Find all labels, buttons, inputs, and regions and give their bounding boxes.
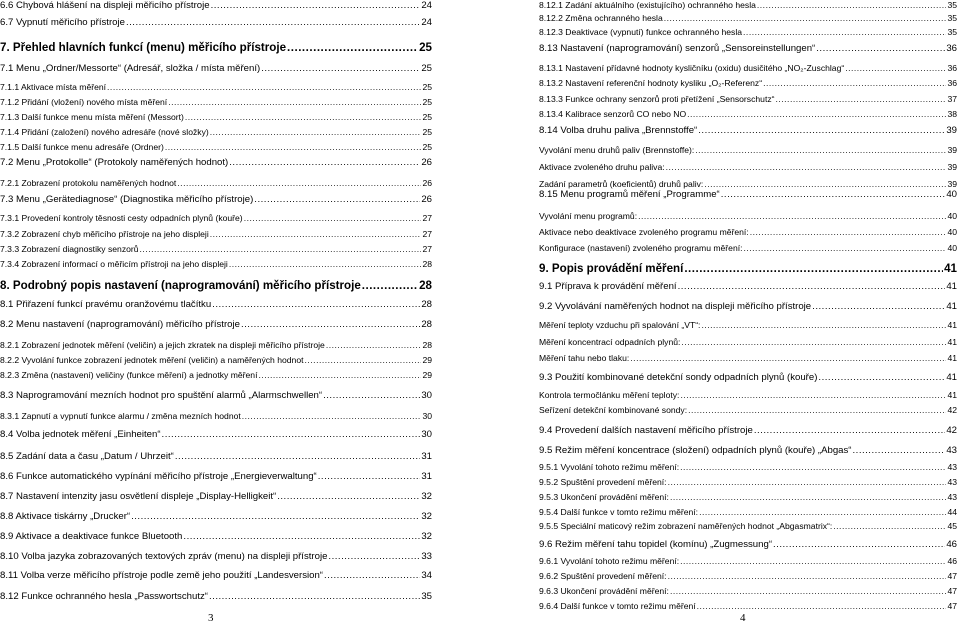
toc-dot-leader bbox=[185, 112, 422, 122]
toc-entry[interactable] bbox=[539, 243, 957, 253]
toc-entry-title: 8.5 Zadání data a času „Datum / Uhrzeit“ bbox=[0, 451, 174, 462]
toc-entry-title: 7.1.3 Další funkce menu místa měření (Messort) bbox=[0, 112, 184, 122]
toc-entry[interactable] bbox=[539, 372, 957, 383]
toc-entry-title: 8.15 Menu programů měření „Programme“ bbox=[539, 189, 720, 200]
toc-entry-page: 28 bbox=[421, 299, 432, 310]
toc-entry-title: 8.7 Nastavení intenzity jasu osvětlení displeje „Display-Helligkeit“ bbox=[0, 491, 277, 502]
toc-entry-title: 8.2.3 Změna (nastavení) veličiny (funkce měření) a jednotky měření bbox=[0, 370, 258, 380]
toc-entry-title: 7.3.4 Zobrazení informací o měřicím přístroji na jeho displeji bbox=[0, 259, 228, 269]
toc-dot-leader bbox=[326, 340, 422, 350]
toc-dot-leader bbox=[816, 43, 945, 54]
toc-entry-title: 7.1.4 Přidání (založení) nového adresáře (nové složky) bbox=[0, 127, 209, 137]
toc-entry-page: 29 bbox=[422, 355, 432, 365]
toc-entry[interactable] bbox=[539, 94, 957, 104]
toc-entry-title: 7.1 Menu „Ordner/Messorte“ (Adresář, složka / místa měření) bbox=[0, 63, 261, 74]
toc-entry-page: 24 bbox=[421, 0, 432, 11]
toc-dot-leader bbox=[763, 78, 946, 88]
toc-dot-leader bbox=[695, 145, 946, 155]
toc-entry[interactable] bbox=[539, 179, 957, 189]
toc-dot-leader bbox=[162, 429, 421, 440]
toc-entry[interactable] bbox=[539, 405, 957, 415]
toc-dot-leader bbox=[699, 507, 946, 517]
toc-entry[interactable] bbox=[539, 301, 957, 312]
toc-dot-leader bbox=[126, 17, 420, 28]
toc-entry-page: 41 bbox=[946, 372, 957, 383]
toc-entry-page: 31 bbox=[421, 471, 432, 482]
toc-entry[interactable] bbox=[539, 262, 957, 275]
toc-entry-title: 8.10 Volba jazyka zobrazovaných textových zpráv (menu) na displeji přístroje bbox=[0, 551, 328, 562]
toc-entry-page: 39 bbox=[946, 125, 957, 136]
toc-entry[interactable] bbox=[0, 319, 432, 330]
toc-entry[interactable] bbox=[539, 353, 957, 363]
toc-entry[interactable] bbox=[0, 279, 432, 292]
toc-entry[interactable] bbox=[539, 78, 957, 88]
toc-dot-leader bbox=[261, 63, 420, 74]
toc-dot-leader bbox=[664, 13, 947, 23]
toc-entry-page: 32 bbox=[421, 531, 432, 542]
toc-entry[interactable] bbox=[0, 491, 432, 502]
toc-entry[interactable] bbox=[0, 340, 432, 350]
toc-entry-page: 30 bbox=[421, 390, 432, 401]
toc-entry-page: 28 bbox=[422, 259, 432, 269]
toc-dot-leader bbox=[666, 162, 947, 172]
toc-dot-leader bbox=[668, 477, 947, 487]
toc-entry[interactable] bbox=[0, 451, 432, 462]
toc-dot-leader bbox=[323, 390, 420, 401]
toc-dot-leader bbox=[670, 586, 946, 596]
toc-entry-title: 6.7 Vypnutí měřicího přístroje bbox=[0, 17, 125, 28]
toc-entry-page: 27 bbox=[422, 244, 432, 254]
toc-dot-leader bbox=[773, 539, 945, 550]
toc-entry-page: 40 bbox=[947, 243, 957, 253]
toc-entry-page: 25 bbox=[422, 142, 432, 152]
toc-entry-page: 27 bbox=[422, 229, 432, 239]
toc-dot-leader bbox=[680, 462, 946, 472]
toc-entry-page: 26 bbox=[421, 157, 432, 168]
toc-entry-page: 47 bbox=[947, 601, 957, 611]
toc-entry-title: 9.6 Režim měření tahu topidel (komínu) „Zugmessung“ bbox=[539, 539, 773, 550]
toc-dot-leader bbox=[211, 0, 421, 11]
toc-entry[interactable] bbox=[0, 17, 432, 28]
toc-entry-title: 9.5.4 Další funkce v tomto režimu měření: bbox=[539, 507, 699, 517]
toc-dot-leader bbox=[140, 244, 422, 254]
toc-dot-leader bbox=[241, 319, 420, 330]
toc-dot-leader bbox=[305, 355, 422, 365]
toc-entry[interactable] bbox=[0, 355, 432, 365]
toc-entry-title: 8.6 Funkce automatického vypínání měřicího přístroje „Energieverwaltung“ bbox=[0, 471, 317, 482]
toc-entry-page: 43 bbox=[946, 445, 957, 456]
toc-entry[interactable] bbox=[0, 570, 432, 581]
toc-dot-leader bbox=[852, 445, 945, 456]
toc-entry[interactable] bbox=[539, 27, 957, 37]
toc-entry-page: 25 bbox=[422, 127, 432, 137]
toc-entry[interactable] bbox=[539, 521, 957, 531]
toc-entry-title: 8.9 Aktivace a deaktivace funkce Bluetooth bbox=[0, 531, 183, 542]
toc-entry-title: Měření teploty vzduchu při spalování „VT“: bbox=[539, 320, 701, 330]
toc-entry-title: 8.13.3 Funkce ochrany senzorů proti přetížení „Sensorschutz“ bbox=[539, 94, 775, 104]
toc-dot-leader bbox=[684, 262, 943, 275]
toc-entry-page: 39 bbox=[947, 179, 957, 189]
toc-entry-page: 44 bbox=[947, 507, 957, 517]
toc-entry-page: 41 bbox=[946, 301, 957, 312]
toc-dot-leader bbox=[680, 556, 946, 566]
toc-dot-leader bbox=[845, 63, 946, 73]
toc-dot-leader bbox=[168, 97, 421, 107]
toc-entry-page: 37 bbox=[947, 94, 957, 104]
toc-entry-title: 8.14 Volba druhu paliva „Brennstoffe“ bbox=[539, 125, 698, 136]
toc-entry-title: 7.3.1 Provedení kontroly těsnosti cesty odpadních plynů (kouře) bbox=[0, 213, 243, 223]
toc-dot-leader bbox=[750, 227, 947, 237]
toc-entry[interactable] bbox=[539, 43, 957, 54]
toc-entry[interactable] bbox=[0, 178, 432, 188]
toc-entry[interactable] bbox=[539, 13, 957, 23]
toc-entry-title: Měření tahu nebo tlaku: bbox=[539, 353, 630, 363]
toc-entry-page: 36 bbox=[947, 63, 957, 73]
toc-dot-leader bbox=[107, 82, 421, 92]
toc-dot-leader bbox=[210, 127, 422, 137]
toc-entry-title: 9.5.5 Speciální maticový režim zobrazení naměřených hodnot „Abgasmatrix“: bbox=[539, 521, 833, 531]
toc-entry-page: 31 bbox=[421, 451, 432, 462]
toc-dot-leader bbox=[704, 179, 946, 189]
toc-entry-title: Aktivace zvoleného druhu paliva: bbox=[539, 162, 665, 172]
toc-entry-page: 47 bbox=[947, 571, 957, 581]
toc-dot-leader bbox=[638, 211, 946, 221]
toc-entry[interactable] bbox=[0, 390, 432, 401]
toc-entry[interactable] bbox=[0, 511, 432, 522]
toc-entry-page: 25 bbox=[422, 97, 432, 107]
toc-dot-leader bbox=[701, 320, 946, 330]
toc-entry-title: Zadání parametrů (koeficientů) druhů paliv: bbox=[539, 179, 704, 189]
toc-entry-page: 34 bbox=[421, 570, 432, 581]
toc-entry-title: 8.3 Naprogramování mezních hodnot pro spuštění alarmů „Alarmschwellen“ bbox=[0, 390, 323, 401]
toc-entry-page: 36 bbox=[946, 43, 957, 54]
toc-entry-page: 41 bbox=[947, 353, 957, 363]
toc-entry[interactable] bbox=[539, 390, 957, 400]
toc-dot-leader bbox=[668, 571, 947, 581]
toc-entry[interactable] bbox=[539, 462, 957, 472]
toc-entry-page: 46 bbox=[946, 539, 957, 550]
toc-dot-leader bbox=[681, 337, 946, 347]
toc-entry-title: 8. Podrobný popis nastavení (naprogramování) měřicího přístroje bbox=[0, 279, 361, 292]
toc-entry-title: 8.2 Menu nastavení (naprogramování) měřicího přístroje bbox=[0, 319, 240, 330]
toc-entry-page: 30 bbox=[421, 429, 432, 440]
toc-dot-leader bbox=[678, 281, 946, 292]
toc-entry-title: 9.5.2 Spuštění provedení měření: bbox=[539, 477, 667, 487]
toc-entry-page: 29 bbox=[422, 370, 432, 380]
toc-entry-page: 42 bbox=[946, 425, 957, 436]
toc-entry-title: 8.13.2 Nastavení referenční hodnoty kysliku „O₂-Referenz“ bbox=[539, 78, 763, 88]
toc-entry-page: 43 bbox=[947, 477, 957, 487]
toc-entry[interactable] bbox=[0, 471, 432, 482]
toc-dot-leader bbox=[833, 521, 946, 531]
toc-entry[interactable] bbox=[539, 125, 957, 136]
toc-entry[interactable] bbox=[0, 82, 432, 92]
toc-entry-page: 47 bbox=[947, 586, 957, 596]
toc-entry[interactable] bbox=[539, 0, 957, 10]
toc-entry[interactable] bbox=[0, 370, 432, 380]
toc-dot-leader bbox=[328, 551, 420, 562]
toc-entry-title: 7.3.3 Zobrazení diagnostiky senzorů bbox=[0, 244, 139, 254]
toc-entry-page: 36 bbox=[947, 78, 957, 88]
toc-dot-leader bbox=[688, 405, 946, 415]
toc-entry[interactable] bbox=[0, 127, 432, 137]
toc-entry-page: 32 bbox=[421, 491, 432, 502]
toc-dot-leader bbox=[721, 189, 946, 200]
toc-dot-leader bbox=[254, 194, 420, 205]
toc-entry-page: 40 bbox=[947, 227, 957, 237]
toc-entry-title: 7.2 Menu „Protokolle“ (Protokoly naměřených hodnot) bbox=[0, 157, 229, 168]
toc-dot-leader bbox=[324, 570, 420, 581]
toc-entry-title: 9.1 Příprava k provádění měření bbox=[539, 281, 677, 292]
toc-entry[interactable] bbox=[0, 213, 432, 223]
toc-entry[interactable] bbox=[539, 189, 957, 200]
toc-entry[interactable] bbox=[0, 112, 432, 122]
page-number-right: 4 bbox=[740, 612, 746, 624]
toc-entry-title: 9. Popis provádění měření bbox=[539, 262, 684, 275]
toc-dot-leader bbox=[630, 353, 946, 363]
toc-entry-title: 7.3 Menu „Gerätediagnose“ (Diagnostika měřicího přístroje) bbox=[0, 194, 254, 205]
toc-entry[interactable] bbox=[539, 162, 957, 172]
toc-dot-leader bbox=[165, 142, 422, 152]
toc-entry[interactable] bbox=[539, 507, 957, 517]
toc-dot-leader bbox=[277, 491, 420, 502]
toc-entry[interactable] bbox=[539, 445, 957, 456]
toc-entry-page: 26 bbox=[422, 178, 432, 188]
toc-dot-leader bbox=[183, 531, 420, 542]
toc-entry[interactable] bbox=[539, 556, 957, 566]
toc-dot-leader bbox=[175, 451, 420, 462]
toc-entry-title: 8.13.1 Nastavení přídavné hodnoty kysličníku (oxidu) dusičitého „NO₂-Zuschlag“ bbox=[539, 63, 845, 73]
toc-entry-title: 8.13 Nastavení (naprogramování) senzorů „Sensoreinstellungen“ bbox=[539, 43, 816, 54]
toc-entry-title: Vyvolání menu programů: bbox=[539, 211, 638, 221]
toc-entry[interactable] bbox=[539, 477, 957, 487]
toc-dot-leader bbox=[698, 125, 945, 136]
toc-entry-page: 26 bbox=[421, 194, 432, 205]
toc-dot-leader bbox=[776, 94, 947, 104]
toc-entry-page: 39 bbox=[947, 162, 957, 172]
toc-dot-leader bbox=[697, 601, 947, 611]
toc-entry-title: 8.12.2 Změna ochranného hesla bbox=[539, 13, 663, 23]
toc-entry-page: 42 bbox=[947, 405, 957, 415]
toc-entry[interactable] bbox=[0, 97, 432, 107]
toc-entry[interactable] bbox=[539, 281, 957, 292]
toc-dot-leader bbox=[680, 390, 946, 400]
toc-entry-title: 8.1 Přiřazení funkcí pravému oranžovému tlačítku bbox=[0, 299, 212, 310]
toc-entry-title: 9.5.1 Vyvolání tohoto režimu měření: bbox=[539, 462, 680, 472]
toc-entry-title: 7.1.5 Další funkce menu adresáře (Ordner) bbox=[0, 142, 164, 152]
toc-entry-page: 28 bbox=[422, 340, 432, 350]
toc-entry-page: 41 bbox=[944, 262, 957, 275]
toc-entry[interactable] bbox=[0, 142, 432, 152]
toc-entry-page: 35 bbox=[947, 27, 957, 37]
toc-entry[interactable] bbox=[0, 259, 432, 269]
toc-dot-leader bbox=[244, 213, 422, 223]
toc-entry-title: Konfigurace (nastavení) zvoleného programu měření: bbox=[539, 243, 743, 253]
toc-entry-title: 8.4 Volba jednotek měření „Einheiten“ bbox=[0, 429, 161, 440]
toc-entry-title: 7.1.1 Aktivace místa měření bbox=[0, 82, 107, 92]
toc-entry[interactable] bbox=[539, 601, 957, 611]
toc-dot-leader bbox=[210, 229, 422, 239]
toc-entry-title: 9.6.1 Vyvolání tohoto režimu měření: bbox=[539, 556, 680, 566]
toc-dot-leader bbox=[287, 41, 418, 54]
toc-entry-page: 28 bbox=[419, 279, 432, 292]
toc-entry[interactable] bbox=[539, 571, 957, 581]
toc-entry-page: 41 bbox=[947, 337, 957, 347]
toc-entry-title: 9.6.2 Spuštění provedení měření: bbox=[539, 571, 667, 581]
toc-entry-page: 28 bbox=[421, 319, 432, 330]
toc-entry[interactable] bbox=[539, 109, 957, 119]
toc-entry-title: 8.12.3 Deaktivace (vypnutí) funkce ochranného hesla bbox=[539, 27, 743, 37]
toc-entry-page: 25 bbox=[422, 82, 432, 92]
toc-entry-title: 8.11 Volba verze měřicího přístroje podle země jeho použití „Landesversion“ bbox=[0, 570, 323, 581]
toc-entry-title: 9.4 Provedení dalších nastavení měřicího přístroje bbox=[539, 425, 753, 436]
toc-entry-title: 8.12.1 Zadání aktuálního (existujícího) ochranného hesla bbox=[539, 0, 756, 10]
toc-entry-page: 33 bbox=[421, 551, 432, 562]
toc-dot-leader bbox=[229, 157, 420, 168]
toc-entry-page: 24 bbox=[421, 17, 432, 28]
toc-entry[interactable] bbox=[539, 492, 957, 502]
page-number-left: 3 bbox=[208, 612, 214, 624]
toc-entry[interactable] bbox=[539, 320, 957, 330]
toc-dot-leader bbox=[258, 370, 421, 380]
toc-entry[interactable] bbox=[539, 539, 957, 550]
toc-entry[interactable] bbox=[539, 586, 957, 596]
toc-entry[interactable] bbox=[539, 337, 957, 347]
toc-entry-page: 25 bbox=[421, 63, 432, 74]
toc-entry-page: 25 bbox=[419, 41, 432, 54]
toc-entry[interactable] bbox=[0, 429, 432, 440]
toc-entry[interactable] bbox=[0, 63, 432, 74]
toc-entry-title: 8.2.1 Zobrazení jednotek měření (veličin) a jejich zkratek na displeji měřicího přístroje bbox=[0, 340, 325, 350]
toc-entry[interactable] bbox=[0, 157, 432, 168]
toc-dot-leader bbox=[177, 178, 421, 188]
toc-entry[interactable] bbox=[539, 211, 957, 221]
toc-entry-title: 9.5.3 Ukončení provádění měření: bbox=[539, 492, 669, 502]
toc-entry-title: 8.13.4 Kalibrace senzorů CO nebo NO bbox=[539, 109, 687, 119]
toc-entry-page: 35 bbox=[947, 0, 957, 10]
toc-entry[interactable] bbox=[0, 551, 432, 562]
toc-entry[interactable] bbox=[539, 145, 957, 155]
toc-dot-leader bbox=[212, 299, 420, 310]
toc-entry-title: 9.2 Vyvolávání naměřených hodnot na displeji měřicího přístroje bbox=[539, 301, 812, 312]
toc-entry-page: 45 bbox=[947, 521, 957, 531]
toc-entry-page: 35 bbox=[947, 13, 957, 23]
toc-entry-title: 7.2.1 Zobrazení protokolu naměřených hodnot bbox=[0, 178, 177, 188]
toc-entry[interactable] bbox=[539, 425, 957, 436]
toc-entry[interactable] bbox=[539, 227, 957, 237]
toc-dot-leader bbox=[744, 243, 947, 253]
toc-entry[interactable] bbox=[0, 531, 432, 542]
toc-dot-leader bbox=[687, 109, 946, 119]
toc-entry-title: Aktivace nebo deaktivace zvoleného programu měření: bbox=[539, 227, 749, 237]
toc-entry-page: 40 bbox=[947, 211, 957, 221]
toc-entry-page: 46 bbox=[947, 556, 957, 566]
toc-entry[interactable] bbox=[0, 229, 432, 239]
toc-entry[interactable] bbox=[0, 411, 432, 421]
toc-dot-leader bbox=[818, 372, 945, 383]
toc-entry-page: 43 bbox=[947, 492, 957, 502]
toc-entry-title: Kontrola termočlánku měření teploty: bbox=[539, 390, 680, 400]
toc-entry-title: 9.5 Režim měření koncentrace (složení) odpadních plynů (kouře) „Abgas“ bbox=[539, 445, 852, 456]
toc-entry-title: 7. Přehled hlavních funkcí (menu) měřicího přístroje bbox=[0, 41, 287, 54]
toc-entry-page: 39 bbox=[947, 145, 957, 155]
toc-entry-title: Seřízení detekční kombinované sondy: bbox=[539, 405, 688, 415]
toc-entry[interactable] bbox=[0, 194, 432, 205]
toc-entry-title: 8.3.1 Zapnutí a vypnutí funkce alarmu / změna mezních hodnot bbox=[0, 411, 241, 421]
toc-dot-leader bbox=[757, 0, 947, 10]
toc-entry-page: 30 bbox=[422, 411, 432, 421]
toc-entry[interactable] bbox=[0, 591, 432, 602]
toc-entry[interactable] bbox=[0, 299, 432, 310]
toc-dot-leader bbox=[812, 301, 945, 312]
toc-entry-title: Měření koncentrací odpadních plynů: bbox=[539, 337, 681, 347]
toc-entry-page: 35 bbox=[421, 591, 432, 602]
toc-entry-title: 6.6 Chybová hlášení na displeji měřicího přístroje bbox=[0, 0, 210, 11]
toc-entry-page: 32 bbox=[421, 511, 432, 522]
toc-dot-leader bbox=[670, 492, 946, 502]
toc-entry-title: 9.3 Použití kombinované detekční sondy odpadních plynů (kouře) bbox=[539, 372, 818, 383]
toc-dot-leader bbox=[209, 591, 420, 602]
toc-entry-page: 41 bbox=[947, 390, 957, 400]
toc-dot-leader bbox=[318, 471, 421, 482]
toc-entry-title: 7.1.2 Přidání (vložení) nového místa měření bbox=[0, 97, 168, 107]
toc-dot-leader bbox=[743, 27, 946, 37]
toc-dot-leader bbox=[229, 259, 422, 269]
toc-entry-title: 9.6.4 Další funkce v tomto režimu měření bbox=[539, 601, 696, 611]
toc-entry-page: 25 bbox=[422, 112, 432, 122]
toc-entry-title: 7.3.2 Zobrazení chyb měřicího přístroje na jeho displeji bbox=[0, 229, 209, 239]
toc-entry-title: 9.6.3 Ukončení provádění měření: bbox=[539, 586, 669, 596]
toc-entry-title: 8.2.2 Vyvolání funkce zobrazení jednotek měření (veličin) a naměřených hodnot bbox=[0, 355, 304, 365]
toc-entry-page: 40 bbox=[946, 189, 957, 200]
toc-dot-leader bbox=[754, 425, 945, 436]
toc-entry-page: 38 bbox=[947, 109, 957, 119]
toc-entry-title: 8.12 Funkce ochranného hesla „Passwortschutz“ bbox=[0, 591, 208, 602]
toc-entry-page: 27 bbox=[422, 213, 432, 223]
toc-entry-title: 8.8 Aktivace tiskárny „Drucker“ bbox=[0, 511, 131, 522]
toc-entry[interactable] bbox=[0, 244, 432, 254]
toc-entry-page: 43 bbox=[947, 462, 957, 472]
toc-dot-leader bbox=[242, 411, 422, 421]
toc-dot-leader bbox=[362, 279, 418, 292]
toc-entry-page: 41 bbox=[947, 320, 957, 330]
toc-entry-page: 41 bbox=[946, 281, 957, 292]
toc-entry[interactable] bbox=[0, 41, 432, 54]
toc-entry[interactable] bbox=[539, 63, 957, 73]
toc-entry-title: Vyvolání menu druhů paliv (Brennstoffe): bbox=[539, 145, 695, 155]
toc-dot-leader bbox=[131, 511, 420, 522]
toc-entry[interactable] bbox=[0, 0, 432, 11]
